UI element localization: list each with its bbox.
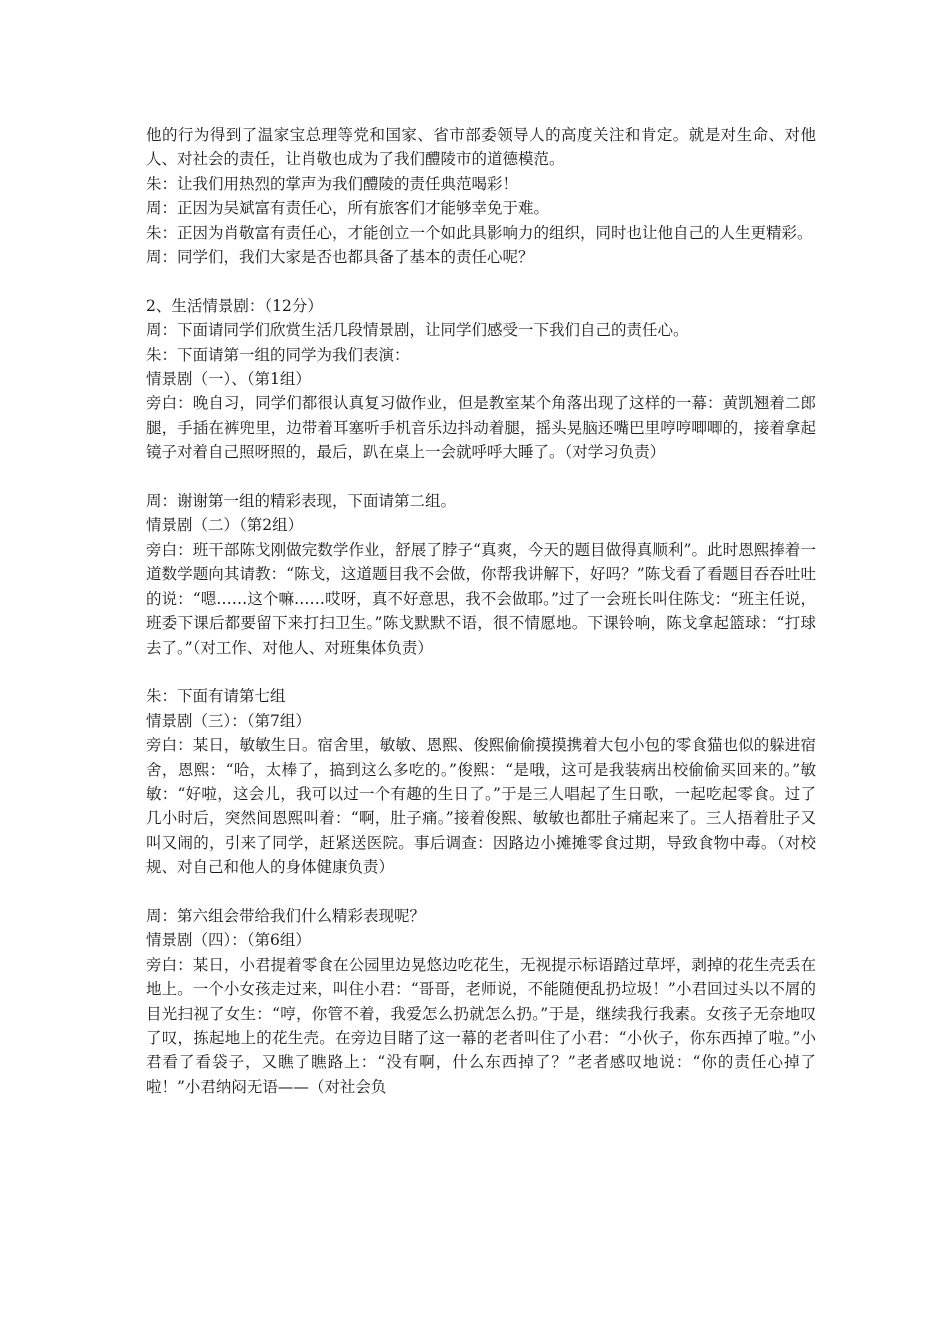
skit-4-title: 情景剧（四）：（第6组） xyxy=(146,931,311,950)
blank-line xyxy=(146,660,816,684)
blank-line xyxy=(146,880,816,904)
blank-line xyxy=(146,269,816,293)
document-body xyxy=(146,123,816,1099)
intro-paragraph-1: 他的行为得到了温家宝总理等党和国家、省市部委领导人的高度关注和肯定。就是对生命、对他人、对社会的责任，让肖敬也成为了我们醴陵市的道德模范。 xyxy=(146,126,816,169)
section-2-line-2: 朱：下面请第一组的同学为我们表演： xyxy=(146,345,410,364)
skit-1-title: 情景剧（一）、（第1组） xyxy=(146,370,311,389)
skit-4-narration: 旁白：某日，小君提着零食在公园里边晃悠边吃花生，无视提示标语踏过草坪，剥掉的花生壳丢在地上。一个小女孩走过来，叫住小君：“哥哥，老师说，不能随便乱扔垃圾！”小君回过头以不屑的目光扫视了女生：“哼，你管不着，我爱怎么扔就怎么扔。”于是，继续我行我素。女孩子无奈地叹了叹，拣起地上的花生壳。在旁边目睹了这一幕的老者叫住了小君：“小伙子，你东西掉了啦。”小君看了看袋子，又瞧了瞧路上：“没有啊，什么东西掉了？”老者感叹地说：“你的责任心掉了啦！”小君纳闷无语——（对社会负 xyxy=(146,955,816,1096)
skit-2-narration: 旁白：班干部陈戈刚做完数学作业，舒展了脖子“真爽，今天的题目做得真顺利”。此时恩熙捧着一道数学题向其请教：“陈戈，这道题目我不会做，你帮我讲解下，好吗？”陈戈看了看题目吞吞吐吐的说：“嗯……这个嘛……哎呀，真不好意思，我不会做耶。”过了一会班长叫住陈戈：“班主任说，班委下课后都要留下来打扫卫生。”陈戈默默不语，很不情愿地。下课铃响，陈戈拿起篮球：“打球去了。”（对工作、对他人、对班集体负责） xyxy=(146,540,816,657)
skit-2-intro: 周：谢谢第一组的精彩表现，下面请第二组。 xyxy=(146,492,457,511)
blank-line xyxy=(146,465,816,489)
intro-paragraph-5: 周：同学们，我们大家是否也都具备了基本的责任心呢？ xyxy=(146,248,534,267)
intro-paragraph-4: 朱：正因为肖敬富有责任心，才能创立一个如此具影响力的组织，同时也让他自己的人生更精彩。 xyxy=(146,223,813,242)
skit-3-intro: 朱：下面有请第七组 xyxy=(146,687,286,706)
skit-1-narration: 旁白：晚自习，同学们都很认真复习做作业，但是教室某个角落出现了这样的一幕：黄凯翘着二郎腿，手插在裤兜里，边带着耳塞听手机音乐边抖动着腿，摇头晃脑还嘴巴里哼哼唧唧的，接着拿起镜子对着自己照呀照的，最后，趴在桌上一会就呼呼大睡了。（对学习负责） xyxy=(146,394,816,462)
skit-2-title: 情景剧（二）（第2组） xyxy=(146,516,304,535)
intro-paragraph-3: 周：正因为吴斌富有责任心，所有旅客们才能够幸免于难。 xyxy=(146,199,550,218)
section-2-line-1: 周：下面请同学们欣赏生活几段情景剧，让同学们感受一下我们自己的责任心。 xyxy=(146,321,689,340)
skit-4-intro: 周：第六组会带给我们什么精彩表现呢？ xyxy=(146,906,426,925)
intro-paragraph-2: 朱：让我们用热烈的掌声为我们醴陵的责任典范喝彩！ xyxy=(146,174,519,193)
skit-3-title: 情景剧（三）：（第7组） xyxy=(146,711,311,730)
section-2-heading: 2、生活情景剧：（12分） xyxy=(146,296,323,315)
skit-3-narration: 旁白：某日，敏敏生日。宿舍里，敏敏、恩熙、俊熙偷偷摸摸携着大包小包的零食猫也似的躲进宿舍，恩熙：“哈，太棒了，搞到这么多吃的。”俊熙：“是哦，这可是我装病出校偷偷买回来的。”敏敏：“好啦，这会儿，我可以过一个有趣的生日了。”于是三人唱起了生日歌，一起吃起零食。过了几小时后，突然间恩熙叫着：“啊，肚子痛。”接着俊熙、敏敏也都肚子痛起来了。三人捂着肚子又叫又闹的，引来了同学，赶紧送医院。事后调查：因路边小摊摊零食过期，导致食物中毒。（对校规、对自己和他人的身体健康负责） xyxy=(146,736,816,877)
